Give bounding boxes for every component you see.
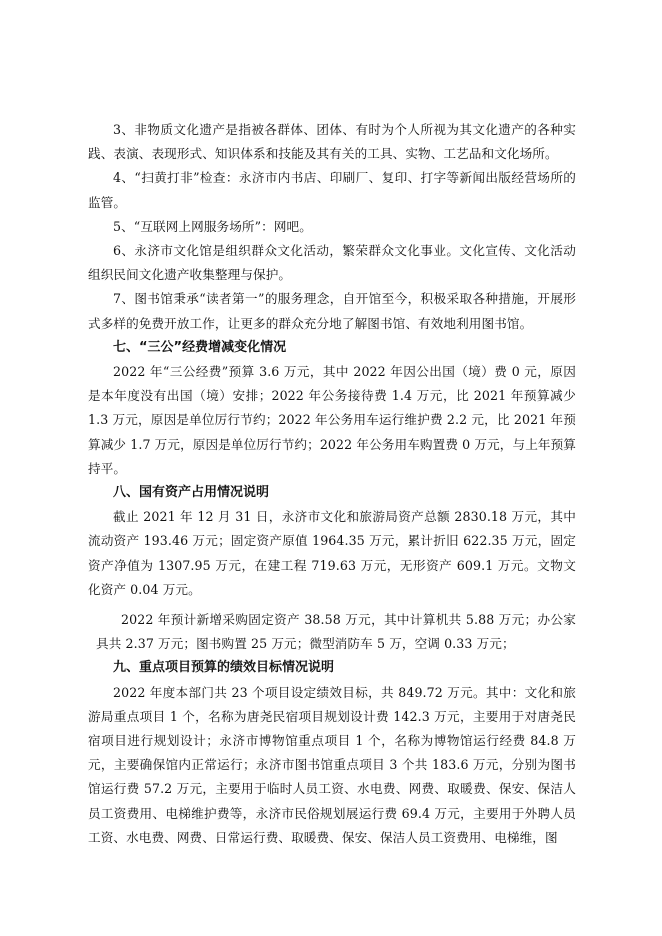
section-heading-state-assets: 八、国有资产占用情况说明 bbox=[113, 485, 270, 501]
section-heading-performance: 九、重点项目预算的绩效目标情况说明 bbox=[113, 660, 335, 676]
paragraph-item-4: 4、“扫黄打非”检查：永济市内书店、印刷厂、复印、打字等新闻出版经营场所的监管。 bbox=[88, 170, 576, 210]
paragraph-item-5: 5、“互联网上网服务场所”：网吧。 bbox=[113, 218, 312, 234]
section-text-performance: 2022 年度本部门共 23 个项目设定绩效目标，共 849.72 万元。其中：文化和旅游局重点项目 1 个，名称为唐尧民宿项目规划设计费 142.3 万元，主要用于对唐尧民宿项目进行规划设计；永济市博物馆重点项目 1 个，名称为博物馆运行经费 84.8 万元，主要确保馆内正常运行；永济市图书馆重点项目 3 个共 183.6 万元，分别为图书馆运行费 57.2 万元，主要用于临时人员工资、水电费、网费、取暖费、保安、保洁人员工资费用、电梯维护费等，永济市民俗规划展运行费 69.4 万元，主要用于外聘人员工资、水电费、网费、日常运行费、取暖费、保安、保洁人员工资费用、电梯维，图 bbox=[88, 684, 576, 845]
document-body bbox=[88, 118, 576, 850]
paragraph-item-6: 6、永济市文化馆是组织群众文化活动，繁荣群众文化事业。文化宣传、文化活动组织民间文化遗产收集整理与保护。 bbox=[88, 243, 576, 283]
paragraph-item-3: 3、非物质文化遗产是指被各群体、团体、有时为个人所视为其文化遗产的各种实践、表演、表现形式、知识体系和技能及其有关的工具、实物、工艺品和文化场所。 bbox=[88, 122, 576, 162]
section-heading-three-public: 七、“三公”经费增减变化情况 bbox=[113, 339, 287, 355]
paragraph-item-7: 7、图书馆秉承“读者第一”的服务理念，自开馆至今，积极采取各种措施，开展形式多样的免费开放工作，让更多的群众充分地了解图书馆、有效地利用图书馆。 bbox=[88, 291, 576, 331]
section-text-three-public: 2022 年“三公经费”预算 3.6 万元，其中 2022 年因公出国（境）费 0 元，原因是本年度没有出国（境）安排；2022 年公务接待费 1.4 万元，比 2021 年预算减少 1.3 万元，原因是单位厉行节约；2022 年公务用车运行维护费 2.2 元，比 2021 年预算减少 1.7 万元，原因是单位厉行节约；2022 年公务用车购置费 0 万元，与上年预算持平。 bbox=[88, 364, 576, 476]
section-text-state-assets: 截止 2021 年 12 月 31 日，永济市文化和旅游局资产总额 2830.18 万元，其中流动资产 193.46 万元；固定资产原值 1964.35 万元，累计折旧 622.35 万元，固定资产净值为 1307.95 万元，在建工程 719.63 万元，无形资产 609.1 万元。文物文化资产 0.04 万元。 bbox=[88, 509, 576, 597]
section-text-procurement: 2022 年预计新增采购固定资产 38.58 万元，其中计算机共 5.88 万元；办公家具共 2.37 万元；图书购置 25 万元；微型消防车 5 万，空调 0.33 万元； bbox=[96, 612, 576, 652]
